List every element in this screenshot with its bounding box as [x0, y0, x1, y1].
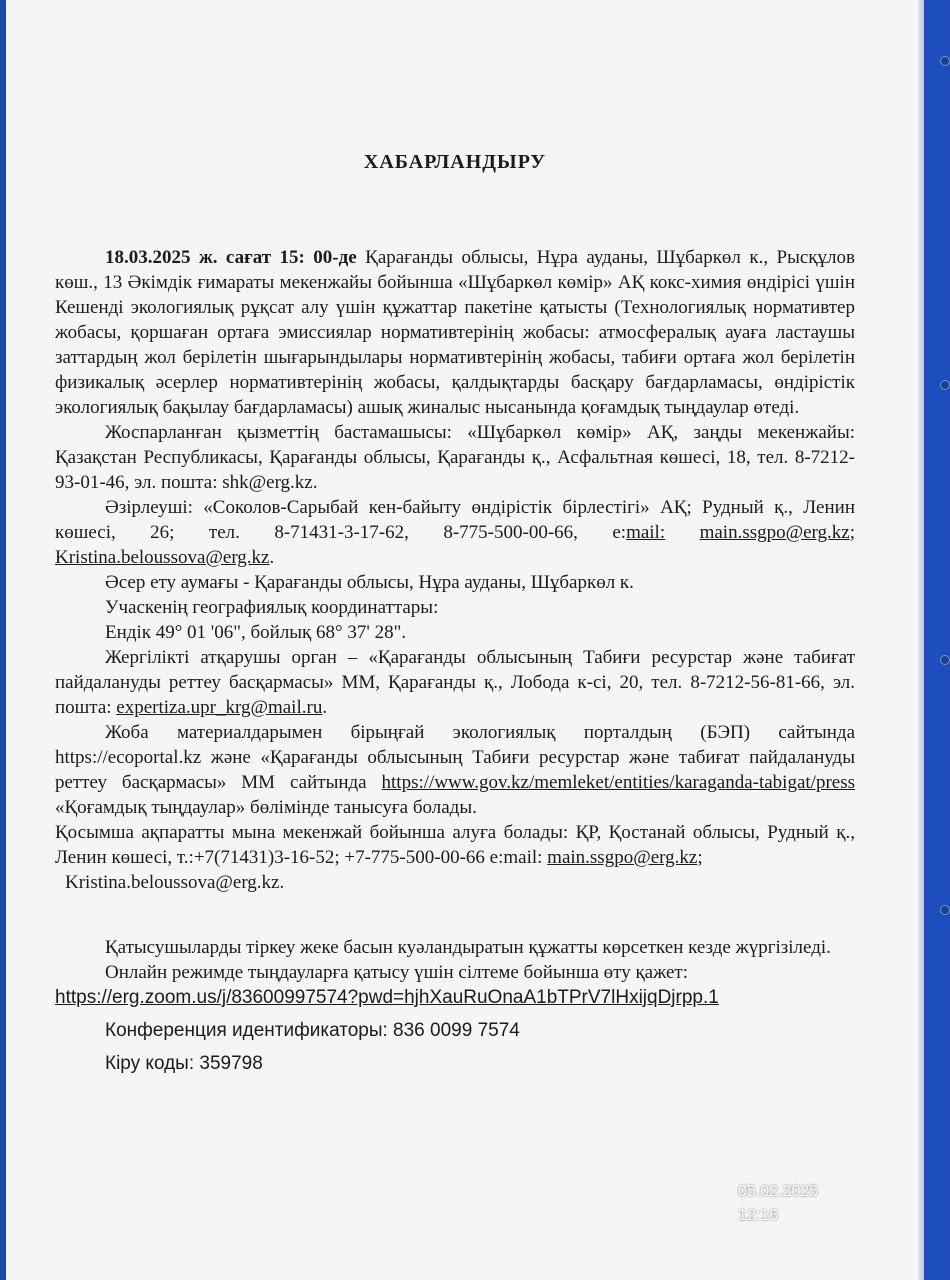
photo-timestamp	[738, 1180, 818, 1228]
paragraph-initiator: Жоспарланған қызметтің бастамашысы: «Шұбаркөл көмір» АҚ, заңды мекенжайы: Қазақстан Республикасы, Қарағанды облысы, Қарағанды қ., Асфальтная көшесі, 18, тел. 8-7212-93-01-46, эл. пошта: shk@erg.kz.	[55, 422, 855, 493]
email-link[interactable]: Kristina.beloussova@erg.kz	[55, 547, 270, 568]
email-link[interactable]: main.ssgpo@erg.kz	[699, 522, 850, 543]
paragraph-online: Онлайн режимде тыңдауларға қатысу үшін сілтеме бойынша өту қажет:	[105, 962, 688, 983]
conference-id: Конференция идентификаторы: 836 0099 7574	[105, 1020, 520, 1041]
timestamp-time: 12:16	[738, 1207, 779, 1224]
zoom-link[interactable]: https://erg.zoom.us/j/83600997574?pwd=hjhXauRuOnaA1bTPrV7lHxijqDjrpp.1	[55, 987, 719, 1008]
website-link[interactable]: https://www.gov.kz/memleket/entities/karaganda-tabigat/press	[381, 772, 855, 793]
access-code: Кіру коды: 359798	[105, 1053, 263, 1074]
paragraph-hearing: 18.03.2025 ж. сағат 15: 00-де Қарағанды облысы, Нұра ауданы, Шұбаркөл к., Рысқұлов көш., 13 Әкімдік ғимараты мекенжайы бойынша «Шұбаркөл көмір» АҚ кокс-химия өндірісі үшін Кешенді экологиялық рұқсат алу үшін құжаттар пакетіне қатысты (Технологиялық нормативтер жобасы, қоршаған ортаға эмиссиялар нормативтерінің жобасы: атмосфералық ауаға ластаушы заттардың жол берілетін шығарындылары нормативтерінің жобасы, табиғи ортаға жол берілетін физикалық әсерлер нормативтерінің жобасы, қалдықтарды басқару бағдарламасы, өндірістік экологиялық бақылау бағдарламасы) ашық жиналыс нысанында қоғамдық тыңдаулар өтеді.	[55, 247, 855, 418]
document-title: ХАБАРЛАНДЫРУ	[363, 151, 547, 173]
spacer	[55, 1010, 855, 1018]
announcement-text	[55, 150, 855, 1076]
punch-hole	[940, 380, 950, 390]
punch-hole	[940, 905, 950, 915]
paragraph-developer: Әзірлеуші: «Соколов-Сарыбай кен-байыту өндірістік бірлестігі» АҚ; Рудный қ., Ленин көшесі, 26; тел. 8-71431-3-17-62, 8-775-500-00-66, e:mail: main.ssgpo@erg.kz; Kristina.beloussova@erg.kz.	[55, 497, 855, 568]
paragraph-email-2: Kristina.beloussova@erg.kz.	[65, 872, 285, 893]
spacer	[55, 895, 855, 935]
paragraph-materials: Жоба материалдарымен бірыңғай экологиялық порталдың (БЭП) сайтында https://ecoportal.kz және «Қарағанды облысының Табиғи ресурстар және табиғат пайдалануды реттеу басқармасы» ММ сайтында https://www.gov.kz/memleket/entities/karaganda-tabigat/press «Қоғамдық тыңдаулар» бөлімінде танысуға болады.	[55, 722, 855, 818]
zoom-link-paragraph	[55, 985, 855, 1010]
punch-hole	[940, 56, 950, 66]
punch-hole	[940, 655, 950, 665]
spacer	[55, 1043, 855, 1051]
email-link[interactable]: main.ssgpo@erg.kz	[547, 847, 698, 868]
hearing-datetime: 18.03.2025 ж. сағат 15: 00-де	[105, 247, 357, 268]
paragraph-impact-area: Әсер ету аумағы - Қарағанды облысы, Нұра ауданы, Шұбаркөл к.	[105, 572, 634, 593]
paragraph-registration: Қатысушыларды тіркеу жеке басын куәландыратын құжатты көрсеткен кезде жүргізіледі.	[105, 937, 831, 958]
email-link[interactable]: expertiza.upr_krg@mail.ru	[116, 697, 323, 718]
mail-label: mail:	[626, 522, 666, 543]
plastic-sleeve-edge	[918, 0, 924, 1280]
timestamp-date: 05.02.2025	[738, 1183, 819, 1200]
paragraph-coordinates-label: Учаскенің географиялық координаттары:	[105, 597, 439, 618]
paragraph-coordinates: Ендік 49° 01 '06", бойлық 68° 37' 28".	[105, 622, 407, 643]
paragraph-additional-info: Қосымша ақпаратты мына мекенжай бойынша алуға болады: ҚР, Қостанай облысы, Рудный қ., Ленин көшесі, т.:+7(71431)3-16-52; +7-775-500-00-66 e:mail: main.ssgpo@erg.kz;	[55, 822, 855, 868]
paragraph-local-authority: Жергілікті атқарушы орган – «Қарағанды облысының Табиғи ресурстар және табиғат пайдалануды реттеу басқармасы» ММ, Қарағанды қ., Лобода к-сі, 20, тел. 8-7212-56-81-66, эл. пошта: expertiza.upr_krg@mail.ru.	[55, 647, 855, 718]
